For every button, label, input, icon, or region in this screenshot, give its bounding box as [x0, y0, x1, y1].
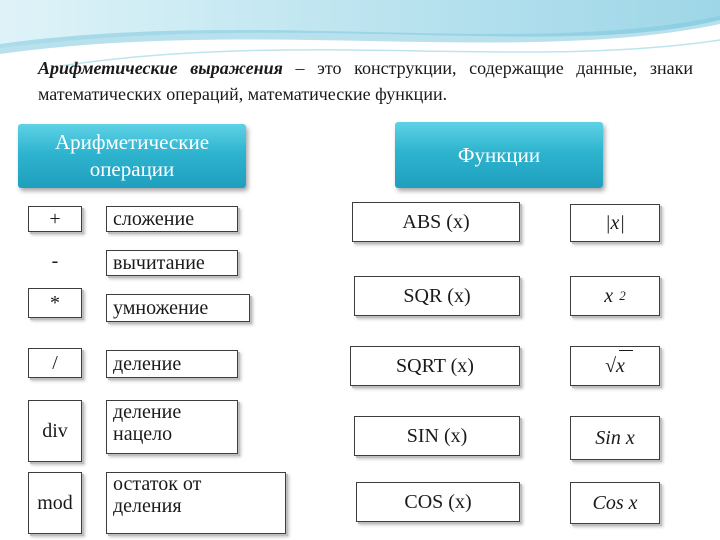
operations-header: [18, 124, 246, 188]
operation-name-multiply: умножение: [106, 294, 250, 322]
sqrt-symbol: √: [605, 354, 617, 377]
operation-symbol-mod: mod: [28, 472, 82, 534]
operations-header-line1: Арифметические: [54, 130, 210, 154]
functions-header: [395, 122, 603, 188]
operation-symbol-multiply: *: [28, 288, 82, 318]
function-call-abs: ABS (x): [352, 202, 520, 242]
function-notation-cos: Cos x: [570, 482, 660, 524]
intro-term: Арифметические выражения: [38, 58, 283, 78]
operation-symbol-subtract: -: [51, 249, 59, 272]
superscript-two: 2: [619, 288, 626, 303]
function-notation-sqrt: √ x: [570, 346, 660, 386]
function-notation-sqr: x 2: [570, 276, 660, 316]
operation-name-divide: деление: [106, 350, 238, 378]
operation-name-subtract: вычитание: [106, 250, 238, 276]
function-notation-sin: Sin x: [570, 416, 660, 460]
operation-name-div: деление нацело: [106, 400, 238, 454]
intro-definition: – это конструкции, содержащие данные, знаки математических операций, математические функции.: [38, 58, 693, 104]
functions-header-label: Функции: [457, 142, 541, 167]
operation-symbol-div: div: [28, 400, 82, 462]
operation-name-add: сложение: [106, 206, 238, 232]
function-call-cos: COS (x): [356, 482, 520, 522]
intro-paragraph: [38, 55, 693, 107]
operation-symbol-add: +: [28, 206, 82, 232]
operations-header-line2: операции: [89, 157, 175, 181]
function-call-sqrt: SQRT (x): [350, 346, 520, 386]
operation-symbol-divide: /: [28, 348, 82, 378]
operation-name-mod: остаток от деления: [106, 472, 286, 534]
function-call-sqr: SQR (x): [354, 276, 520, 316]
function-notation-abs: |x|: [570, 204, 660, 242]
function-call-sin: SIN (x): [354, 416, 520, 456]
